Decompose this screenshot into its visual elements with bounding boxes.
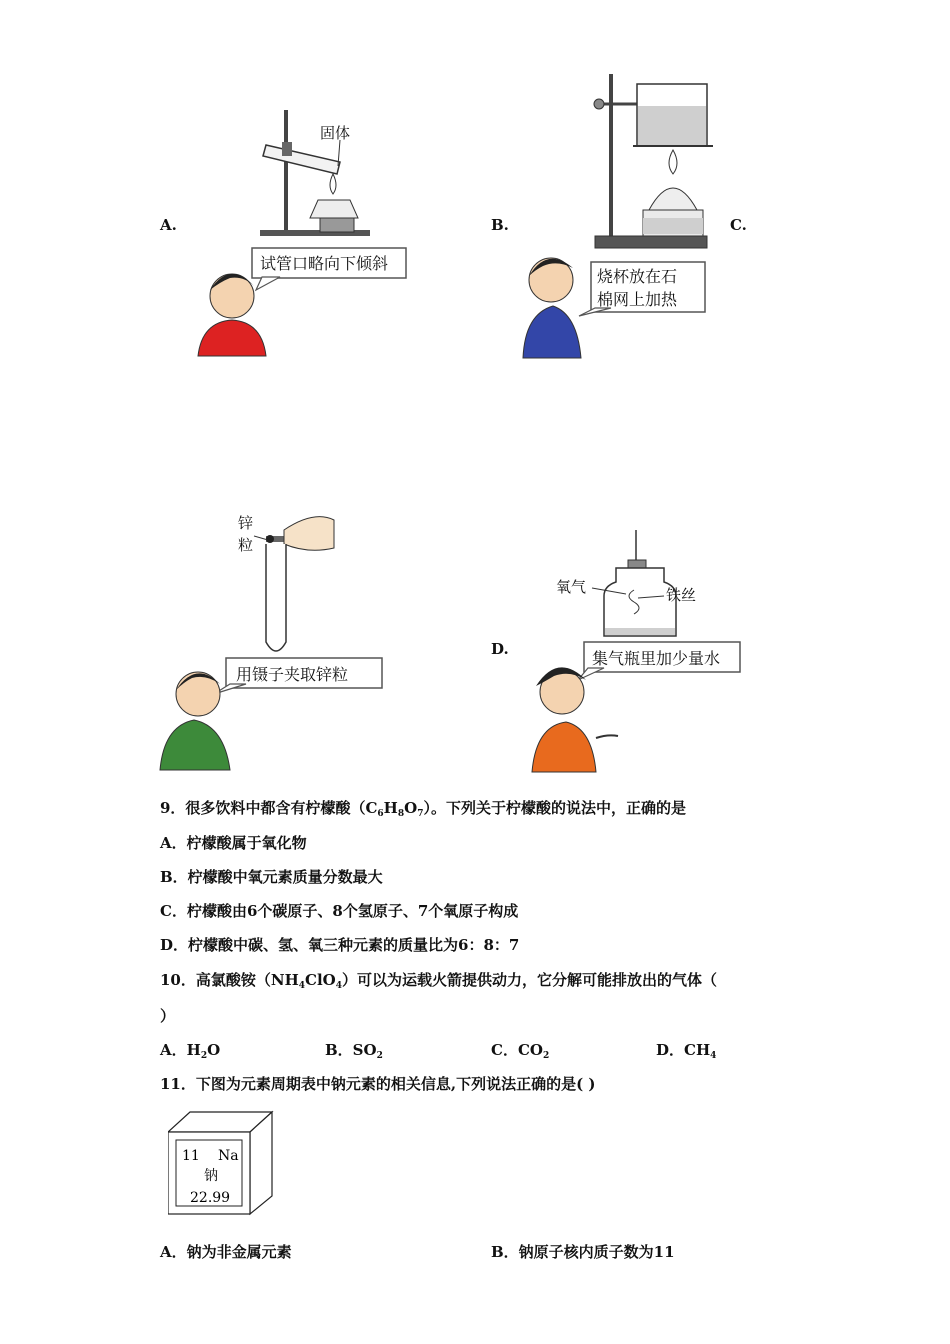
q9-option-d: D．柠檬酸中碳、氢、氧三种元素的质量比为6：8：7 [160,936,520,954]
beaker-water [638,106,706,145]
bubble-b-text-line1: 烧杯放在石 [597,267,678,286]
boy-shirt-green [160,720,230,770]
hand [284,517,334,551]
zinc-label-line1: 锌 [238,514,254,532]
q10-stem-close: ） [160,1007,176,1025]
q11-option-a: A．钠为非金属元素 [160,1243,292,1261]
q11-option-b: B．钠原子核内质子数为11 [491,1243,675,1261]
q10-option-d: D．$CH_4$ [656,1041,717,1061]
q11-stem: 11．下图为元素周期表中钠元素的相关信息,下列说法正确的是( ) [160,1075,596,1093]
q9-option-c: C．柠檬酸由6个碳原子、8个氢原子、7个氧原子构成 [160,902,519,920]
boy-shirt-blue [523,306,581,358]
q10-option-a: A．$H_2O$ [160,1041,221,1061]
figure-b-illustration [515,70,715,362]
bubble-d-text: 集气瓶里加少量水 [592,649,721,668]
figure-a-illustration [190,100,430,362]
figure-b-letter: B. [491,216,509,234]
upright-test-tube [266,544,286,651]
element-symbol: Na [218,1148,239,1164]
alcohol-lamp [310,200,358,218]
zinc-granule [266,535,274,543]
figure-d-letter: D. [491,640,509,658]
figure-a-letter: A. [160,216,177,234]
clamp [282,142,292,156]
girl-shirt-orange [532,722,596,772]
q10-option-c: C．$CO_2$ [491,1041,550,1061]
zinc-label-line2: 粒 [238,536,254,554]
bubble-c-text: 用镊子夹取锌粒 [236,665,349,684]
atomic-number: 11 [182,1148,200,1164]
oxygen-label: 氧气 [556,578,587,596]
q9-option-a: A．柠檬酸属于氧化物 [160,834,307,852]
bubble-a-text: 试管口略向下倾斜 [260,254,389,273]
wooden-block [320,218,354,232]
q9-stem: 9．很多饮料中都含有柠檬酸$(C_6H_8O_7)$。下列关于柠檬酸的说法中，正确的是 [160,799,686,819]
figure-c-illustration [158,508,398,774]
solid-label: 固体 [320,124,351,142]
figure-c-letter-top: C. [730,216,747,234]
test-tube [263,145,340,174]
flame-icon [330,174,336,194]
q10-option-b: B．$SO_2$ [325,1041,383,1061]
q9-option-b: B．柠檬酸中氧元素质量分数最大 [160,868,383,886]
atomic-mass: 22.99 [190,1190,231,1206]
bubble-b-text-line2: 棉网上加热 [597,290,678,309]
element-name: 钠 [204,1168,218,1184]
figure-d-illustration [520,526,750,776]
boy-shirt-red [198,320,266,356]
q10-stem: 10．高氯酸铵$(NH_4ClO_4)$可以为运载火箭提供动力，它分解可能排放出的气体（ [160,971,718,991]
element-cell-sodium [168,1110,278,1220]
iron-wire-label: 铁丝 [666,586,697,604]
